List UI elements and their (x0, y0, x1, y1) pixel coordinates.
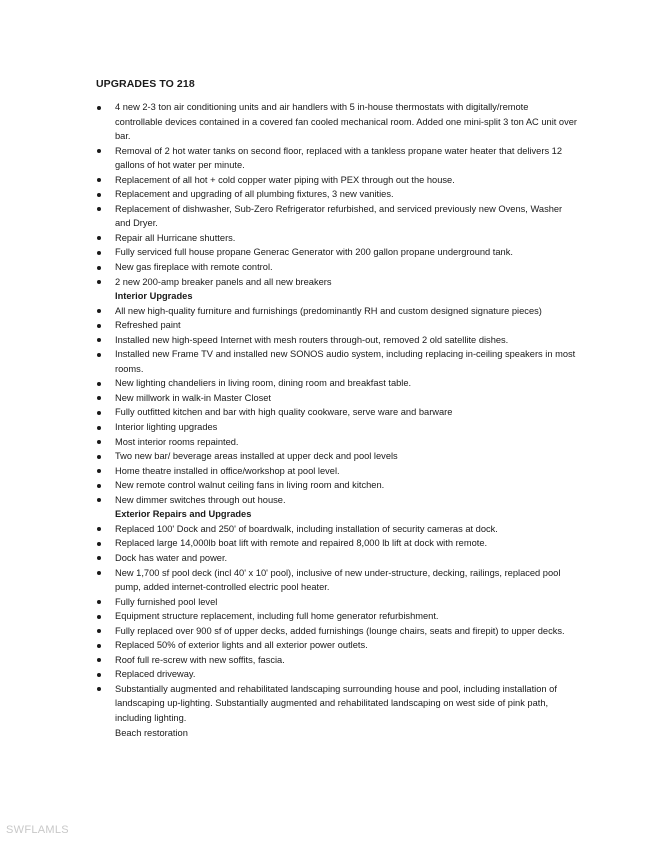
document-title: UPGRADES TO 218 (96, 78, 195, 90)
bullet-item: Repair all Hurricane shutters. (96, 231, 578, 246)
bullet-item: Replaced 50% of exterior lights and all exterior power outlets. (96, 638, 578, 653)
bullet-item: Replaced driveway. (96, 667, 578, 682)
bullet-item: Interior lighting upgrades (96, 420, 578, 435)
bullet-item: Dock has water and power. (96, 551, 578, 566)
bullet-item: New dimmer switches through out house. (96, 493, 578, 508)
bullet-item: Replacement of dishwasher, Sub-Zero Refrigerator refurbished, and serviced previously new Ovens, Washer and Dryer. (96, 202, 578, 231)
section-heading: Interior Upgrades (115, 291, 193, 302)
bullet-item: Refreshed paint (96, 318, 578, 333)
bullet-item: Replacement and upgrading of all plumbing fixtures, 3 new vanities. (96, 187, 578, 202)
bullet-item: Two new bar/ beverage areas installed at upper deck and pool levels (96, 449, 578, 464)
bullet-item: New gas fireplace with remote control. (96, 260, 578, 275)
bullet-item: Substantially augmented and rehabilitated landscaping surrounding house and pool, including installation of landscaping up-lighting. Substantially augmented and rehabilitated landscaping on west side of pink path, including lighting. (96, 682, 578, 726)
bullet-item: New remote control walnut ceiling fans in living room and kitchen. (96, 478, 578, 493)
bullet-item: Equipment structure replacement, including full home generator refurbishment. (96, 609, 578, 624)
bullet-item: Roof full re-screw with new soffits, fascia. (96, 653, 578, 668)
bullet-item: Replacement of all hot + cold copper water piping with PEX through out the house. (96, 173, 578, 188)
bullet-item: Home theatre installed in office/workshop at pool level. (96, 464, 578, 479)
bullet-item: All new high-quality furniture and furnishings (predominantly RH and custom designed signature pieces) (96, 304, 578, 319)
bullet-item: New 1,700 sf pool deck (incl 40' x 10' pool), inclusive of new under-structure, decking, railings, replaced pool pump, added internet-controlled electric pool heater. (96, 566, 578, 595)
bullet-item: 4 new 2-3 ton air conditioning units and air handlers with 5 in-house thermostats with digitally/remote controllable devices contained in a covered fan cooled mechanical room. Added one mini-split 3 ton AC unit over bar. (96, 100, 578, 144)
section-heading: Exterior Repairs and Upgrades (115, 509, 252, 520)
bullet-item: Fully replaced over 900 sf of upper decks, added furnishings (lounge chairs, seats and firepit) to upper decks. (96, 624, 578, 639)
bullet-item: 2 new 200-amp breaker panels and all new breakers (96, 275, 578, 290)
bullet-item: Fully outfitted kitchen and bar with high quality cookware, serve ware and barware (96, 405, 578, 420)
list-note: Beach restoration (115, 727, 188, 738)
bullet-item: Installed new high-speed Internet with mesh routers through-out, removed 2 old satellite dishes. (96, 333, 578, 348)
bullet-item: Replaced 100' Dock and 250' of boardwalk, including installation of security cameras at dock. (96, 522, 578, 537)
bullet-item: Removal of 2 hot water tanks on second floor, replaced with a tankless propane water heater that delivers 12 gallons of hot water per minute. (96, 144, 578, 173)
bullet-item: Fully furnished pool level (96, 595, 578, 610)
mls-watermark: SWFLAMLS (6, 824, 69, 836)
bullet-item: Installed new Frame TV and installed new SONOS audio system, including replacing in-ceiling speakers in most rooms. (96, 347, 578, 376)
bullet-item: New lighting chandeliers in living room, dining room and breakfast table. (96, 376, 578, 391)
bullet-item: New millwork in walk-in Master Closet (96, 391, 578, 406)
upgrades-list (96, 100, 578, 740)
bullet-item: Most interior rooms repainted. (96, 435, 578, 450)
bullet-item: Fully serviced full house propane Generac Generator with 200 gallon propane underground tank. (96, 245, 578, 260)
bullet-item: Replaced large 14,000lb boat lift with remote and repaired 8,000 lb lift at dock with remote. (96, 536, 578, 551)
